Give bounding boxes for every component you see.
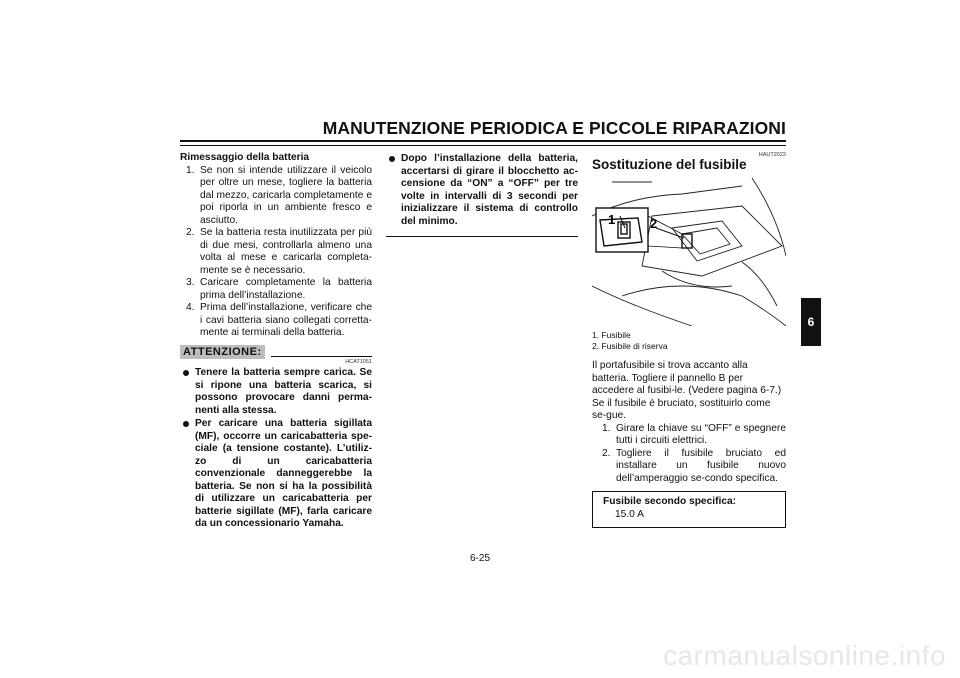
figure-label-1: 1 [608, 211, 616, 227]
list-item [180, 165, 372, 228]
list-text: Prima dell’installazione, verificare che i cavi batteria siano collegati corretta-mente ai terminali della batteria. [200, 302, 372, 338]
bullet-icon [183, 421, 189, 427]
bullet-item [180, 367, 372, 417]
list-text: Girare la chiave su “OFF” e spegnere tutti i circuiti elettrici. [616, 422, 786, 446]
list-number: 3. [186, 277, 195, 288]
watermark: carmanualsonline.info [663, 640, 946, 671]
bullet-text: Per caricare una batteria sigillata (MF), occorre un caricabatteria spe-ciale (a tensione costante). L’utiliz-zo di un caricabatteria convenzionale danneggerebbe la batteria. Se non si ha la possibilità di utilizzare un caricabatteria per batterie sigillate (MF), farla caricare da un concessionario Yamaha. [195, 418, 372, 529]
list-text: Caricare completamente la batteria prima dell’installazione. [200, 277, 372, 301]
list-text: Togliere il fusibile bruciato ed installare un fusibile nuovo dell’amperaggio se-condo specifica. [616, 447, 786, 484]
bullet-item [180, 418, 372, 531]
list-number: 2. [602, 447, 611, 459]
list-item [180, 277, 372, 302]
bullet-text: Dopo l’installazione della batteria, accertarsi di girare il blocchetto ac-censione da “ON” a “OFF” per tre volte in intervalli di 3 secondi per inizializzare il sistema di controllo del minimo. [401, 153, 578, 227]
list-text: Se la batteria resta inutilizzata per più di due mesi, controllarla almeno una volta al mese e caricarla completa-mente se è necessario. [200, 227, 372, 276]
list-text: Se non si intende utilizzare il veicolo per oltre un mese, togliere la batteria dal mezzo, caricarla completamente e poi riporla in un ambiente fresco e asciutto. [200, 164, 372, 226]
list-number: 4. [186, 302, 195, 313]
page-number: 6-25 [469, 553, 490, 564]
column-left [180, 152, 372, 531]
paragraph-fuse-location: Il portafusibile si trova accanto alla batteria. Togliere il pannello B per accedere al fusibi-le. (Vedere pagina 6-7.) [592, 360, 782, 396]
list-number: 2. [186, 227, 195, 238]
attention-code: HCAT1051 [345, 359, 372, 365]
list-item [180, 227, 372, 277]
spec-value: 15.0 A [615, 508, 644, 520]
attention-end-rule [386, 236, 578, 237]
attention-rule [271, 356, 372, 357]
figure-caption-2: 2. Fusibile di riserva [592, 341, 668, 351]
list-item [592, 423, 786, 448]
list-item [592, 448, 786, 486]
list-number: 1. [186, 164, 195, 176]
section-code: HAUT2022 [758, 152, 786, 158]
bullet-text: Tenere la batteria sempre carica. Se si ripone una batteria scarica, si possono provocare danni perma-nenti alla stessa. [195, 367, 372, 416]
specification-box [592, 491, 786, 528]
spec-label: Fusibile secondo specifica: [603, 496, 737, 507]
header-rule [180, 140, 786, 142]
bullet-icon [389, 156, 395, 162]
attention-header [180, 345, 372, 360]
attention-badge: ATTENZIONE: [180, 345, 265, 360]
column-right [592, 152, 786, 528]
list-item [180, 302, 372, 340]
section-heading-battery-storage: Rimessaggio della batteria [180, 152, 310, 163]
header-rule-thin [180, 145, 786, 146]
bullet-icon [183, 370, 189, 376]
bullet-item [386, 153, 578, 228]
section-heading-fuse: Sostituzione del fusibile [592, 157, 747, 172]
paragraph-fuse-replace: Se il fusibile è bruciato, sostituirlo come se-gue. [592, 397, 771, 421]
chapter-tab: 6 [801, 298, 821, 346]
column-middle [386, 152, 578, 237]
list-number: 1. [602, 422, 611, 434]
figure-label-2: 2 [650, 215, 658, 231]
page-title: MANUTENZIONE PERIODICA E PICCOLE RIPARAZIONI [322, 118, 786, 138]
figure-caption-1: 1. Fusibile [592, 330, 631, 340]
fuse-box-illustration [592, 176, 786, 326]
